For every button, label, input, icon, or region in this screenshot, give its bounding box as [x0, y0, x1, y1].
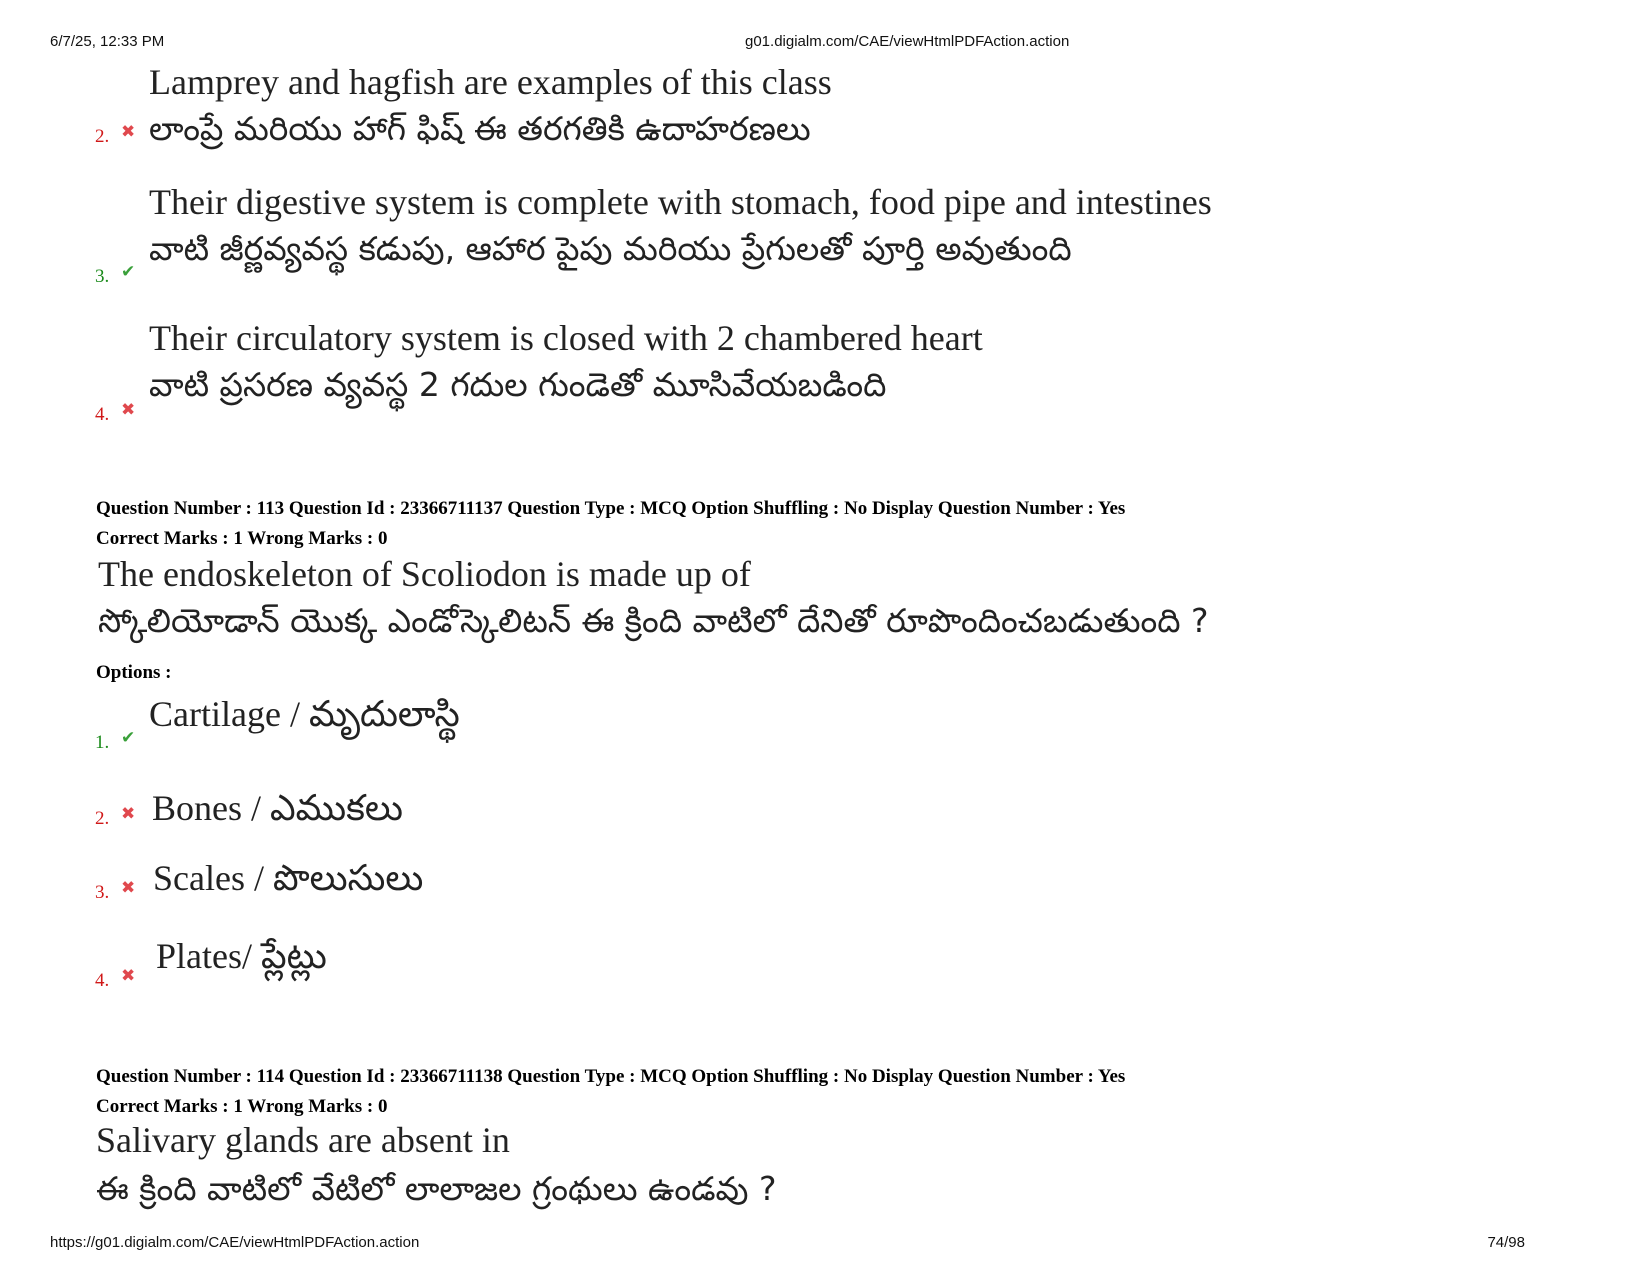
wrong-icon: ✖ [121, 966, 136, 986]
option-text: Scales / పొలుసులు [153, 858, 424, 898]
question-text-en: The endoskeleton of Scoliodon is made up of [98, 554, 751, 594]
question-marks: Correct Marks : 1 Wrong Marks : 0 [96, 1096, 388, 1117]
wrong-icon: ✖ [121, 804, 136, 824]
check-icon: ✔ [121, 728, 136, 748]
check-icon: ✔ [121, 262, 136, 282]
print-url-header: g01.digialm.com/CAE/viewHtmlPDFAction.action [745, 33, 1070, 50]
question-text-te: ఈ క్రింది వాటిలో వేటిలో లాలాజల గ్రంథులు ఉండవు ? [96, 1169, 777, 1208]
question-text-te: స్కోలియోడాన్ యొక్క ఎండోస్కెలిటన్ ఈ క్రింది వాటిలో దేనితో రూపొందించబడుతుంది ? [98, 601, 1209, 640]
option-number: 4. [95, 970, 110, 991]
options-label: Options : [96, 662, 172, 683]
option-text-te: లాంప్రే మరియు హాగ్ ఫిష్ ఈ తరగతికి ఉదాహరణలు [149, 109, 811, 148]
wrong-icon: ✖ [121, 122, 136, 142]
option-text: Cartilage / మృదులాస్థి [149, 694, 460, 734]
option-text-en: Their circulatory system is closed with 2 chambered heart [149, 318, 983, 358]
option-text-te: వాటి జీర్ణవ్యవస్థ కడుపు, ఆహార పైపు మరియు ప్రేగులతో పూర్తి అవుతుంది [149, 229, 1072, 268]
option-number: 3. [95, 882, 110, 903]
page-number: 74/98 [1487, 1234, 1525, 1251]
option-number: 4. [95, 404, 110, 425]
option-number: 2. [95, 808, 110, 829]
option-text: Plates/ ప్లేట్లు [156, 936, 327, 976]
option-number: 1. [95, 732, 110, 753]
print-datetime: 6/7/25, 12:33 PM [50, 33, 165, 50]
question-text-en: Salivary glands are absent in [96, 1120, 510, 1160]
wrong-icon: ✖ [121, 400, 136, 420]
wrong-icon: ✖ [121, 878, 136, 898]
option-text-te: వాటి ప్రసరణ వ్యవస్థ 2 గదుల గుండెతో మూసివేయబడింది [149, 365, 887, 404]
print-url-footer[interactable]: https://g01.digialm.com/CAE/viewHtmlPDFAction.action [50, 1234, 420, 1251]
question-meta: Question Number : 113 Question Id : 23366711137 Question Type : MCQ Option Shuffling : No Display Question Number : Yes [96, 498, 1126, 519]
option-number: 3. [95, 266, 110, 287]
option-text: Bones / ఎముకలు [152, 788, 403, 828]
question-meta: Question Number : 114 Question Id : 23366711138 Question Type : MCQ Option Shuffling : No Display Question Number : Yes [96, 1066, 1126, 1087]
option-number: 2. [95, 126, 110, 147]
option-text-en: Lamprey and hagfish are examples of this class [149, 62, 832, 102]
question-marks: Correct Marks : 1 Wrong Marks : 0 [96, 528, 388, 549]
option-text-en: Their digestive system is complete with stomach, food pipe and intestines [149, 182, 1212, 222]
